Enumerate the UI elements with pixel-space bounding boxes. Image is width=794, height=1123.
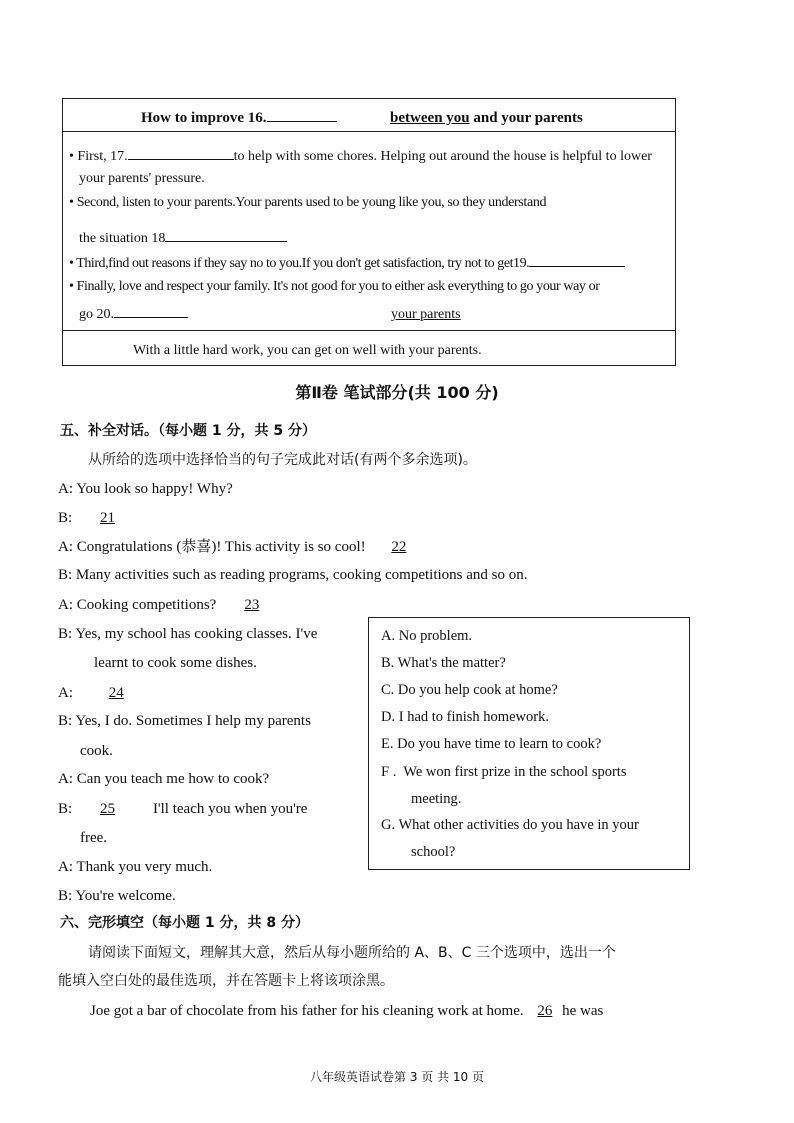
- option-label: C.: [381, 682, 395, 698]
- dialogue-text: A: Cooking competitions?: [58, 597, 217, 613]
- option-text: Do you help cook at home?: [397, 682, 558, 698]
- dialogue-line: [58, 509, 139, 527]
- header-between: between you: [390, 110, 470, 126]
- option-label: B.: [381, 655, 395, 671]
- dialogue-line: B: Many activities such as reading programs, cooking competitions and so on.: [58, 567, 528, 583]
- speaker-b: B:: [58, 510, 76, 526]
- section-title: 第Ⅱ卷 笔试部分(共 100 分): [295, 383, 499, 402]
- option-label: G.: [381, 817, 396, 833]
- option-text: No problem.: [398, 628, 473, 644]
- part5-instruction: 从所给的选项中选择恰当的句子完成此对话(有两个多余选项)。: [88, 452, 477, 468]
- option-text: Do you have time to learn to cook?: [397, 736, 602, 752]
- passage-line: [90, 1002, 603, 1020]
- blank-22: 22: [391, 539, 407, 555]
- option-g: [381, 816, 639, 834]
- tip-first-label: • First, 17.: [69, 149, 128, 164]
- dialogue-line: B: Yes, my school has cooking classes. I've: [58, 626, 318, 642]
- speaker-a: A:: [58, 685, 77, 701]
- blank-25: 25: [99, 801, 115, 817]
- tip-first-cont: your parents' pressure.: [79, 171, 205, 186]
- header-suffix: and your parents: [469, 110, 583, 126]
- tip-third-text: • Third,find out reasons if they say no to you.If you don't get satisfaction, try not to get19.: [69, 256, 530, 271]
- options-box: [368, 617, 690, 870]
- option-d: [381, 708, 549, 726]
- box-header: [141, 107, 583, 127]
- option-c: [381, 681, 558, 699]
- tip-first: [69, 145, 652, 166]
- dialogue-line: B: Yes, I do. Sometimes I help my parents: [58, 713, 311, 729]
- tip-second-label: the situation 18: [79, 231, 166, 246]
- speaker-b: B:: [58, 801, 76, 817]
- tip-first-text: to help with some chores. Helping out around the house is helpful to lower: [233, 149, 652, 164]
- dialogue-line: A: Can you teach me how to cook?: [58, 771, 270, 787]
- improvement-tips-box: [62, 98, 676, 366]
- option-e: [381, 735, 601, 753]
- dialogue-line-cont: free.: [80, 830, 108, 846]
- option-g-cont: school?: [411, 844, 456, 860]
- option-label: D.: [381, 709, 396, 725]
- dialogue-line-cont: learnt to cook some dishes.: [94, 655, 257, 671]
- tip-fourth-cont: [79, 303, 461, 324]
- option-text: What's the matter?: [397, 655, 506, 671]
- blank-17: [128, 145, 234, 160]
- dialogue-line: [58, 538, 428, 556]
- dialogue-line: [58, 596, 287, 614]
- option-label: F .: [381, 764, 397, 780]
- blank-21: 21: [99, 510, 115, 526]
- option-a: [381, 627, 472, 645]
- part6-heading: 六、完形填空（每小题 1 分，共 8 分）: [60, 915, 309, 931]
- option-f-cont: meeting.: [411, 791, 462, 807]
- tip-fourth-label: go 20.: [79, 307, 114, 322]
- dialogue-line: [58, 684, 146, 702]
- part6-instruction: 请阅读下面短文，理解其大意，然后从每小题所给的 A、B、C 三个选项中，选出一个: [88, 945, 616, 961]
- dialogue-line: A: You look so happy! Why?: [58, 481, 233, 497]
- part6-instruction-cont: 能填入空白处的最佳选项，并在答题卡上将该项涂黑。: [58, 973, 394, 989]
- dialogue-line: B: You're welcome.: [58, 888, 176, 904]
- page-footer: 八年级英语试卷第 3 页 共 10 页: [310, 1070, 484, 1084]
- blank-24: 24: [108, 685, 124, 701]
- dialogue-text: I'll teach you when you're: [152, 801, 308, 817]
- header-prefix: How to improve 16.: [141, 110, 267, 126]
- footer-divider: [63, 330, 675, 331]
- option-b: [381, 654, 506, 672]
- box-footer: With a little hard work, you can get on well with your parents.: [133, 343, 482, 358]
- blank-18: [165, 227, 287, 242]
- blank-26: 26: [537, 1003, 553, 1019]
- option-label: E.: [381, 736, 394, 752]
- tip-fourth: • Finally, love and respect your family. It's not good for you to either ask everything to go your way or: [69, 279, 600, 294]
- dialogue-line: A: Thank you very much.: [58, 859, 213, 875]
- tip-third: [69, 252, 625, 273]
- tip-second: • Second, listen to your parents.Your parents used to be young like you, so they understand: [69, 195, 547, 210]
- passage-text: Joe got a bar of chocolate from his father for his cleaning work at home.: [90, 1003, 528, 1019]
- option-text: I had to finish homework.: [398, 709, 549, 725]
- blank-16: [267, 107, 337, 122]
- tip-second-cont: [79, 227, 287, 248]
- tip-fourth-parents: your parents: [391, 307, 461, 322]
- blank-19: [529, 252, 625, 267]
- blank-23: 23: [244, 597, 260, 613]
- option-text: What other activities do you have in your: [398, 817, 639, 833]
- dialogue-text: A: Congratulations (恭喜)! This activity is so cool!: [58, 539, 370, 555]
- part5-heading: 五、补全对话。（每小题 1 分，共 5 分）: [60, 423, 316, 439]
- header-divider: [63, 131, 675, 132]
- passage-text-end: he was: [558, 1003, 604, 1019]
- dialogue-line: [58, 800, 307, 818]
- option-f: [381, 763, 626, 781]
- option-label: A.: [381, 628, 396, 644]
- blank-20: [114, 303, 188, 318]
- option-text: We won first prize in the school sports: [403, 764, 627, 780]
- dialogue-line-cont: cook.: [80, 743, 113, 759]
